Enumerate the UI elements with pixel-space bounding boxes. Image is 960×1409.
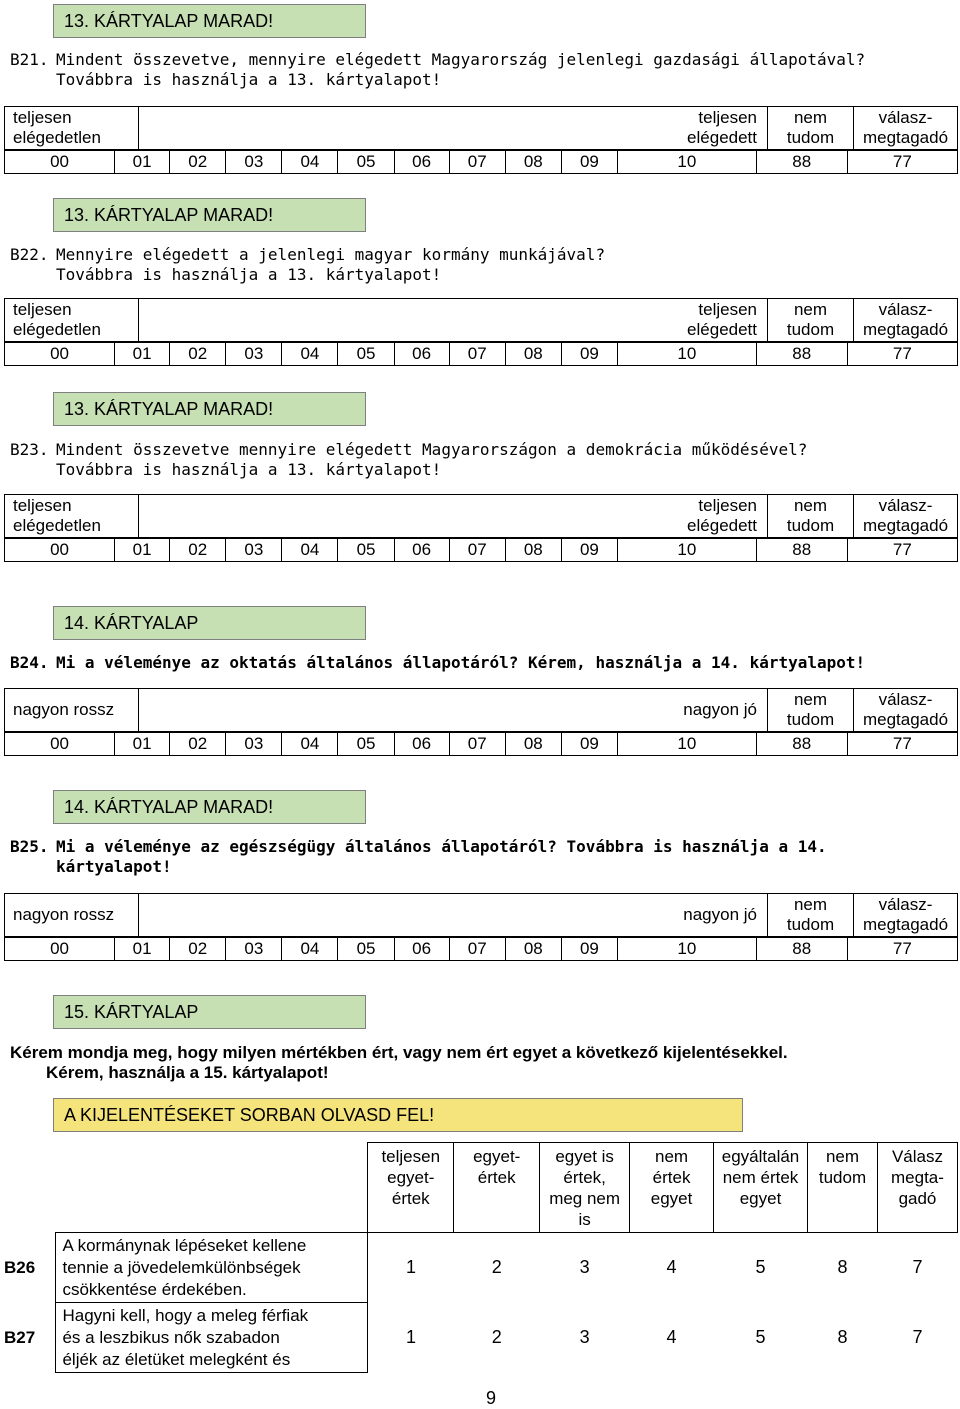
answer-code[interactable]: 09 <box>561 938 617 961</box>
answer-code[interactable]: 4 <box>666 1257 677 1278</box>
showcard-banner: 13. KÁRTYALAP MARAD! <box>53 198 366 232</box>
answer-code[interactable]: 00 <box>5 343 115 366</box>
answer-code[interactable]: 09 <box>561 151 617 174</box>
answer-code[interactable]: 03 <box>226 151 282 174</box>
answer-code[interactable]: 03 <box>226 343 282 366</box>
answer-code[interactable]: 8 <box>837 1257 848 1278</box>
answer-code[interactable]: 3 <box>579 1257 590 1278</box>
answer-code[interactable]: 02 <box>170 733 226 756</box>
answer-code[interactable]: 09 <box>561 539 617 562</box>
question-text: Mi a véleménye az oktatás általános állapotáról? Kérem, használja a 14. kártyalapot! <box>56 653 866 672</box>
answer-code[interactable]: 04 <box>282 938 338 961</box>
answer-code[interactable]: 1 <box>406 1327 417 1347</box>
answer-code[interactable]: 06 <box>394 151 449 174</box>
answer-codes-b24 <box>4 732 958 756</box>
answer-code[interactable]: 10 <box>617 539 756 562</box>
question-b26-intro <box>10 1043 955 1083</box>
item-statement: A kormánynak lépéseket kellene tennie a jövedelemkülönbségek csökkentése érdekében. <box>56 1233 368 1303</box>
showcard-banner: 15. KÁRTYALAP <box>53 995 366 1029</box>
answer-code[interactable]: 77 <box>847 733 957 756</box>
answer-code[interactable]: 77 <box>847 343 957 366</box>
item-code: B26 <box>4 1257 36 1277</box>
answer-code[interactable]: 01 <box>115 539 170 562</box>
answer-code[interactable]: 08 <box>505 343 561 366</box>
header-agree: egyet- értek <box>454 1143 540 1233</box>
answer-code[interactable]: 02 <box>170 343 226 366</box>
answer-scale-b22 <box>4 298 958 342</box>
answer-code[interactable]: 08 <box>505 938 561 961</box>
scale-dont-know-label: nem tudom <box>768 689 854 732</box>
answer-code[interactable]: 09 <box>561 733 617 756</box>
scale-high-label: teljesen elégedett <box>139 107 768 150</box>
answer-code[interactable]: 03 <box>226 733 282 756</box>
answer-code[interactable]: 08 <box>505 539 561 562</box>
header-disagree: nem értek egyet <box>630 1143 714 1233</box>
question-number: B21. <box>10 50 49 69</box>
answer-code[interactable]: 10 <box>617 733 756 756</box>
header-neutral: egyet is értek, meg nem is <box>540 1143 630 1233</box>
header-dont-know: nem tudom <box>808 1143 878 1233</box>
answer-code[interactable]: 88 <box>756 539 847 562</box>
question-text: Mennyire elégedett a jelenlegi magyar kormány munkájával? <box>56 245 606 264</box>
item-code: B27 <box>4 1327 36 1347</box>
answer-code[interactable]: 08 <box>505 151 561 174</box>
scale-low-label: nagyon rossz <box>5 894 139 937</box>
answer-code[interactable]: 88 <box>756 343 847 366</box>
question-text-continued: kártyalapot! <box>56 857 172 876</box>
answer-code[interactable]: 04 <box>282 539 338 562</box>
scale-high-label: teljesen elégedett <box>139 299 768 342</box>
question-number: B24. <box>10 653 49 672</box>
scale-refused-label: válasz- megtagadó <box>854 689 958 732</box>
answer-code[interactable]: 05 <box>338 343 394 366</box>
answer-code[interactable]: 09 <box>561 343 617 366</box>
scale-dont-know-label: nem tudom <box>768 894 854 937</box>
answer-code[interactable]: 88 <box>756 733 847 756</box>
question-instruction: Továbbra is használja a 13. kártyalapot! <box>56 460 442 479</box>
question-b21 <box>10 50 950 90</box>
answer-code[interactable]: 06 <box>394 938 449 961</box>
answer-code[interactable]: 03 <box>226 938 282 961</box>
question-b23 <box>10 440 950 480</box>
scale-refused-label: válasz- megtagadó <box>854 495 958 538</box>
showcard-banner: 14. KÁRTYALAP <box>53 606 366 640</box>
answer-code[interactable]: 3 <box>579 1327 590 1347</box>
answer-code[interactable]: 10 <box>617 343 756 366</box>
answer-code[interactable]: 03 <box>226 539 282 562</box>
scale-low-label: nagyon rossz <box>5 689 139 732</box>
question-text: Mi a véleménye az egészségügy általános állapotáról? Továbbra is használja a 14. <box>56 837 827 856</box>
answer-scale-b25 <box>4 893 958 937</box>
answer-code[interactable]: 1 <box>406 1257 417 1278</box>
answer-code[interactable]: 5 <box>755 1257 766 1278</box>
header-strongly-disagree: egyáltalán nem értek egyet <box>714 1143 808 1233</box>
answer-code[interactable]: 01 <box>115 938 170 961</box>
answer-code[interactable]: 2 <box>491 1327 502 1347</box>
agreement-grid <box>4 1142 958 1373</box>
answer-codes-b23 <box>4 538 958 562</box>
answer-code[interactable]: 88 <box>756 938 847 961</box>
answer-code[interactable]: 00 <box>5 539 115 562</box>
answer-codes-b25 <box>4 937 958 961</box>
answer-code[interactable]: 10 <box>617 938 756 961</box>
question-b24 <box>10 653 950 673</box>
scale-high-label: teljesen elégedett <box>139 495 768 538</box>
answer-scale-b21 <box>4 106 958 150</box>
answer-code[interactable]: 00 <box>5 938 115 961</box>
question-number: B22. <box>10 245 49 264</box>
answer-code[interactable]: 7 <box>912 1327 923 1347</box>
scale-dont-know-label: nem tudom <box>768 107 854 150</box>
scale-low-label: teljesen elégedetlen <box>5 299 139 342</box>
answer-code[interactable]: 05 <box>338 539 394 562</box>
answer-codes-b22 <box>4 342 958 366</box>
answer-code[interactable]: 77 <box>847 938 957 961</box>
answer-code[interactable]: 00 <box>5 151 115 174</box>
answer-code[interactable]: 88 <box>756 151 847 174</box>
answer-code[interactable]: 04 <box>282 343 338 366</box>
header-strongly-agree: teljesen egyet- értek <box>368 1143 454 1233</box>
question-number: B25. <box>10 837 49 856</box>
showcard-banner: 13. KÁRTYALAP MARAD! <box>53 4 366 38</box>
answer-code[interactable]: 05 <box>338 733 394 756</box>
answer-code[interactable]: 00 <box>5 733 115 756</box>
answer-code[interactable]: 04 <box>282 733 338 756</box>
scale-refused-label: válasz- megtagadó <box>854 299 958 342</box>
answer-code[interactable]: 8 <box>837 1327 848 1347</box>
answer-code[interactable]: 07 <box>449 539 505 562</box>
question-text: Mindent összevetve, mennyire elégedett Magyarország jelenlegi gazdasági állapotával? <box>56 50 866 69</box>
answer-code[interactable]: 06 <box>394 733 449 756</box>
answer-code[interactable]: 02 <box>170 151 226 174</box>
showcard-banner: 13. KÁRTYALAP MARAD! <box>53 392 366 426</box>
answer-code[interactable]: 77 <box>847 151 957 174</box>
question-text: Mindent összevetve mennyire elégedett Magyarországon a demokrácia működésével? <box>56 440 808 459</box>
answer-code[interactable]: 06 <box>394 539 449 562</box>
answer-code[interactable]: 2 <box>491 1257 502 1278</box>
answer-code[interactable]: 5 <box>755 1327 766 1347</box>
answer-code[interactable]: 02 <box>170 539 226 562</box>
scale-high-label: nagyon jó <box>139 894 768 937</box>
question-text: Kérem mondja meg, hogy milyen mértékben ért, vagy nem ért egyet a következő kijelentésekkel. <box>10 1043 788 1062</box>
answer-code[interactable]: 4 <box>666 1327 677 1347</box>
answer-scale-b23 <box>4 494 958 538</box>
answer-code[interactable]: 07 <box>449 343 505 366</box>
answer-code[interactable]: 07 <box>449 938 505 961</box>
answer-code[interactable]: 06 <box>394 343 449 366</box>
item-statement: Hagyni kell, hogy a meleg férfiak és a leszbikus nők szabadon éljék az életüket melegként és <box>56 1303 368 1373</box>
answer-code[interactable]: 01 <box>115 151 170 174</box>
scale-high-label: nagyon jó <box>139 689 768 732</box>
answer-code[interactable]: 07 <box>449 151 505 174</box>
showcard-banner: 14. KÁRTYALAP MARAD! <box>53 790 366 824</box>
answer-codes-b21 <box>4 150 958 174</box>
answer-code[interactable]: 7 <box>912 1257 923 1278</box>
header-refused: Válasz megta- gadó <box>877 1143 957 1233</box>
question-b25 <box>10 837 950 877</box>
interviewer-instruction-banner: A KIJELENTÉSEKET SORBAN OLVASD FEL! <box>53 1098 743 1132</box>
question-number: B23. <box>10 440 49 459</box>
answer-scale-b24 <box>4 688 958 732</box>
scale-dont-know-label: nem tudom <box>768 299 854 342</box>
answer-code[interactable]: 01 <box>115 733 170 756</box>
page-number: 9 <box>486 1388 497 1408</box>
answer-code[interactable]: 04 <box>282 151 338 174</box>
answer-code[interactable]: 07 <box>449 733 505 756</box>
question-instruction: Továbbra is használja a 13. kártyalapot! <box>56 70 442 89</box>
question-instruction: Továbbra is használja a 13. kártyalapot! <box>56 265 442 284</box>
answer-code[interactable]: 05 <box>338 938 394 961</box>
answer-code[interactable]: 02 <box>170 938 226 961</box>
scale-refused-label: válasz- megtagadó <box>854 107 958 150</box>
question-b22 <box>10 245 950 285</box>
answer-code[interactable]: 77 <box>847 539 957 562</box>
scale-dont-know-label: nem tudom <box>768 495 854 538</box>
answer-code[interactable]: 01 <box>115 343 170 366</box>
answer-code[interactable]: 10 <box>617 151 756 174</box>
scale-low-label: teljesen elégedetlen <box>5 107 139 150</box>
answer-code[interactable]: 05 <box>338 151 394 174</box>
scale-refused-label: válasz- megtagadó <box>854 894 958 937</box>
answer-code[interactable]: 08 <box>505 733 561 756</box>
scale-low-label: teljesen elégedetlen <box>5 495 139 538</box>
question-instruction: Kérem, használja a 15. kártyalapot! <box>46 1063 329 1082</box>
